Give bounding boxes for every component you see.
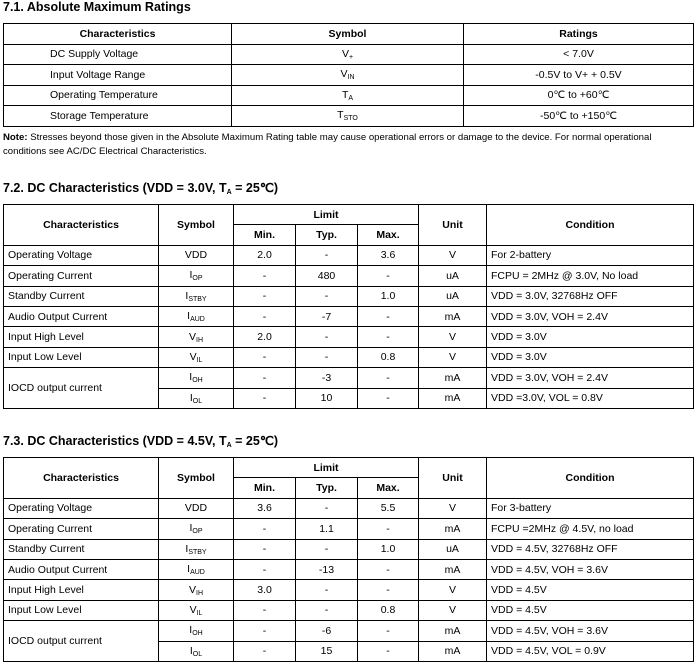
unit-cell: mA <box>419 621 487 641</box>
symbol-base: I <box>189 522 193 535</box>
unit-cell: mA <box>419 306 487 326</box>
condition-cell: VDD = 4.5V, VOH = 3.6V <box>487 559 694 579</box>
section-title-dc-45v: 7.3. DC Characteristics (VDD = 4.5V, $T_A$ = 25℃) <box>3 434 279 449</box>
table-row <box>4 559 694 579</box>
characteristic-cell: IOCD output current <box>4 368 159 409</box>
min-cell: - <box>234 306 296 326</box>
unit-cell: mA <box>419 368 487 388</box>
symbol-subscript: STBY <box>188 548 207 556</box>
symbol-base: T <box>341 88 349 101</box>
unit-cell: mA <box>419 519 487 539</box>
typ-cell: -3 <box>296 368 358 388</box>
table-row <box>4 245 694 265</box>
min-cell: - <box>234 368 296 388</box>
max-cell: - <box>358 306 419 326</box>
note-text: Stresses beyond those given in the Absolute Maximum Rating table may cause operational errors or damage to the device. For normal operational conditions see AC/DC Electrical Characteristics. <box>3 132 652 157</box>
min-cell: 2.0 <box>234 245 296 265</box>
section-title-dc-3v: 7.2. DC Characteristics (VDD = 3.0V, $T_A$ = 25℃) <box>3 181 279 196</box>
unit-cell: mA <box>419 388 487 408</box>
symbol-cell <box>159 539 234 559</box>
symbol-cell <box>159 498 234 518</box>
symbol-cell <box>159 641 234 661</box>
symbol-cell <box>159 327 234 347</box>
unit-cell: mA <box>419 641 487 661</box>
typ-cell: - <box>296 327 358 347</box>
characteristic-cell: Input Low Level <box>4 347 159 367</box>
header-limit: Limit <box>234 458 419 478</box>
symbol-base: I <box>187 563 191 576</box>
unit-cell: V <box>419 347 487 367</box>
table-row <box>4 44 694 65</box>
max-cell: - <box>358 559 419 579</box>
table-row <box>4 368 694 388</box>
symbol-subscript: + <box>348 53 354 61</box>
table-row <box>4 621 694 641</box>
unit-cell: uA <box>419 286 487 306</box>
symbol-subscript: AUD <box>190 569 205 577</box>
max-cell: - <box>358 519 419 539</box>
max-cell: - <box>358 266 419 286</box>
max-cell: - <box>358 641 419 661</box>
typ-cell: -13 <box>296 559 358 579</box>
min-cell: - <box>234 519 296 539</box>
typ-cell: -6 <box>296 621 358 641</box>
condition-cell: VDD = 4.5V, 32768Hz OFF <box>487 539 694 559</box>
symbol-cell <box>232 65 464 86</box>
symbol-cell <box>159 388 234 408</box>
min-cell: - <box>234 347 296 367</box>
characteristic-cell: Standby Current <box>4 286 159 306</box>
condition-cell: FCPU =2MHz @ 4.5V, no load <box>487 519 694 539</box>
symbol-base: I <box>189 624 193 637</box>
condition-cell: VDD = 3.0V, VOH = 2.4V <box>487 306 694 326</box>
note <box>3 131 693 159</box>
min-cell: - <box>234 388 296 408</box>
symbol-cell <box>159 519 234 539</box>
max-cell: 3.6 <box>358 245 419 265</box>
characteristic-cell: DC Supply Voltage <box>4 44 232 65</box>
max-cell: - <box>358 327 419 347</box>
table-header-row <box>4 24 694 45</box>
header-characteristics: Characteristics <box>4 458 159 499</box>
characteristic-cell: Standby Current <box>4 539 159 559</box>
unit-cell: V <box>419 580 487 600</box>
symbol-base: I <box>185 542 189 555</box>
condition-cell: VDD =3.0V, VOL = 0.8V <box>487 388 694 408</box>
header-ratings: Ratings <box>464 24 694 45</box>
characteristic-cell: Input Low Level <box>4 600 159 620</box>
symbol-base: I <box>189 371 193 384</box>
symbol-base: I <box>187 310 191 323</box>
symbol-cell <box>159 306 234 326</box>
rating-cell: -50℃ to +150℃ <box>464 106 694 127</box>
typ-cell: 480 <box>296 266 358 286</box>
characteristic-cell: Operating Current <box>4 519 159 539</box>
header-symbol: Symbol <box>159 205 234 246</box>
table-row <box>4 580 694 600</box>
symbol-subscript: AUD <box>190 316 205 324</box>
symbol-base: VDD <box>184 502 208 515</box>
symbol-base: I <box>189 391 193 404</box>
max-cell: 1.0 <box>358 539 419 559</box>
typ-cell: - <box>296 580 358 600</box>
symbol-cell <box>159 286 234 306</box>
abs-max-table <box>3 23 694 127</box>
rating-cell: 0℃ to +60℃ <box>464 85 694 106</box>
symbol-cell <box>232 44 464 65</box>
condition-cell: VDD = 4.5V, VOH = 3.6V <box>487 621 694 641</box>
characteristic-cell: Input High Level <box>4 580 159 600</box>
symbol-cell <box>159 347 234 367</box>
typ-cell: - <box>296 347 358 367</box>
symbol-subscript: IL <box>196 356 203 364</box>
unit-cell: V <box>419 600 487 620</box>
min-cell: - <box>234 559 296 579</box>
symbol-subscript: IH <box>196 336 203 344</box>
unit-cell: uA <box>419 539 487 559</box>
header-condition: Condition <box>487 205 694 246</box>
table-row <box>4 106 694 127</box>
unit-cell: V <box>419 245 487 265</box>
symbol-subscript: A <box>348 94 354 102</box>
max-cell: 5.5 <box>358 498 419 518</box>
unit-cell: mA <box>419 559 487 579</box>
characteristic-cell: Input High Level <box>4 327 159 347</box>
dc-45v-table <box>3 457 694 662</box>
condition-cell: For 2-battery <box>487 245 694 265</box>
header-characteristics: Characteristics <box>4 205 159 246</box>
header-min: Min. <box>234 225 296 245</box>
condition-cell: FCPU = 2MHz @ 3.0V, No load <box>487 266 694 286</box>
condition-cell: For 3-battery <box>487 498 694 518</box>
header-unit: Unit <box>419 205 487 246</box>
symbol-base: I <box>189 644 193 657</box>
table-row <box>4 65 694 86</box>
characteristic-cell: Operating Voltage <box>4 245 159 265</box>
table-row <box>4 539 694 559</box>
header-characteristics: Characteristics <box>4 24 232 45</box>
min-cell: 3.0 <box>234 580 296 600</box>
symbol-base: VDD <box>184 249 208 262</box>
condition-cell: VDD = 3.0V <box>487 347 694 367</box>
symbol-cell <box>159 600 234 620</box>
max-cell: - <box>358 368 419 388</box>
symbol-subscript: STBY <box>188 295 207 303</box>
symbol-base: I <box>185 289 189 302</box>
characteristic-cell: Operating Temperature <box>4 85 232 106</box>
condition-cell: VDD = 3.0V, VOH = 2.4V <box>487 368 694 388</box>
header-typ: Typ. <box>296 478 358 498</box>
table-row <box>4 327 694 347</box>
min-cell: - <box>234 286 296 306</box>
max-cell: 1.0 <box>358 286 419 306</box>
symbol-subscript: IL <box>196 609 203 617</box>
symbol-subscript: OH <box>192 630 203 638</box>
symbol-base: V <box>340 68 348 81</box>
header-symbol: Symbol <box>232 24 464 45</box>
unit-cell: uA <box>419 266 487 286</box>
condition-cell: VDD = 3.0V <box>487 327 694 347</box>
min-cell: - <box>234 266 296 286</box>
characteristic-cell: Audio Output Current <box>4 559 159 579</box>
table-row <box>4 286 694 306</box>
condition-cell: VDD = 4.5V, VOL = 0.9V <box>487 641 694 661</box>
header-symbol: Symbol <box>159 458 234 499</box>
symbol-base: V <box>189 350 197 363</box>
table-row <box>4 519 694 539</box>
symbol-subscript: OP <box>192 528 203 536</box>
symbol-subscript: STO <box>343 115 358 123</box>
symbol-cell <box>232 85 464 106</box>
max-cell: 0.8 <box>358 600 419 620</box>
header-unit: Unit <box>419 458 487 499</box>
symbol-cell <box>159 245 234 265</box>
characteristic-cell: Audio Output Current <box>4 306 159 326</box>
characteristic-cell: IOCD output current <box>4 621 159 662</box>
condition-cell: VDD = 4.5V <box>487 600 694 620</box>
typ-cell: 10 <box>296 388 358 408</box>
symbol-cell <box>232 106 464 127</box>
max-cell: - <box>358 621 419 641</box>
header-condition: Condition <box>487 458 694 499</box>
characteristic-cell: Storage Temperature <box>4 106 232 127</box>
section-title-abs-max: 7.1. Absolute Maximum Ratings <box>3 0 191 14</box>
condition-cell: VDD = 3.0V, 32768Hz OFF <box>487 286 694 306</box>
rating-cell: < 7.0V <box>464 44 694 65</box>
symbol-subscript: OL <box>192 650 203 658</box>
max-cell: - <box>358 580 419 600</box>
symbol-base: I <box>189 269 193 282</box>
table-row <box>4 306 694 326</box>
table-row <box>4 498 694 518</box>
header-max: Max. <box>358 225 419 245</box>
typ-cell: - <box>296 498 358 518</box>
unit-cell: V <box>419 327 487 347</box>
symbol-base: T <box>337 109 344 122</box>
min-cell: - <box>234 539 296 559</box>
rating-cell: -0.5V to V+ + 0.5V <box>464 65 694 86</box>
max-cell: - <box>358 388 419 408</box>
symbol-cell <box>159 621 234 641</box>
min-cell: - <box>234 641 296 661</box>
symbol-subscript: IN <box>347 74 355 82</box>
unit-cell: V <box>419 498 487 518</box>
min-cell: 2.0 <box>234 327 296 347</box>
table-row <box>4 600 694 620</box>
symbol-base: V <box>341 47 349 60</box>
header-limit: Limit <box>234 205 419 225</box>
table-row <box>4 85 694 106</box>
symbol-cell <box>159 559 234 579</box>
table-row <box>4 266 694 286</box>
dc-3v-table <box>3 204 694 409</box>
symbol-base: V <box>188 330 196 343</box>
header-typ: Typ. <box>296 225 358 245</box>
typ-cell: - <box>296 286 358 306</box>
characteristic-cell: Input Voltage Range <box>4 65 232 86</box>
symbol-cell <box>159 368 234 388</box>
typ-cell: - <box>296 245 358 265</box>
header-min: Min. <box>234 478 296 498</box>
header-max: Max. <box>358 478 419 498</box>
symbol-base: V <box>189 603 197 616</box>
symbol-subscript: OP <box>192 275 203 283</box>
table-row <box>4 347 694 367</box>
note-label: Note: <box>3 132 28 143</box>
characteristic-cell: Operating Voltage <box>4 498 159 518</box>
condition-cell: VDD = 4.5V <box>487 580 694 600</box>
max-cell: 0.8 <box>358 347 419 367</box>
typ-cell: -7 <box>296 306 358 326</box>
typ-cell: - <box>296 539 358 559</box>
characteristic-cell: Operating Current <box>4 266 159 286</box>
typ-cell: 1.1 <box>296 519 358 539</box>
typ-cell: 15 <box>296 641 358 661</box>
symbol-cell <box>159 266 234 286</box>
symbol-cell <box>159 580 234 600</box>
symbol-subscript: OH <box>192 377 203 385</box>
symbol-subscript: OL <box>192 397 203 405</box>
min-cell: - <box>234 621 296 641</box>
min-cell: 3.6 <box>234 498 296 518</box>
min-cell: - <box>234 600 296 620</box>
typ-cell: - <box>296 600 358 620</box>
symbol-base: V <box>188 583 196 596</box>
symbol-subscript: IH <box>196 589 203 597</box>
